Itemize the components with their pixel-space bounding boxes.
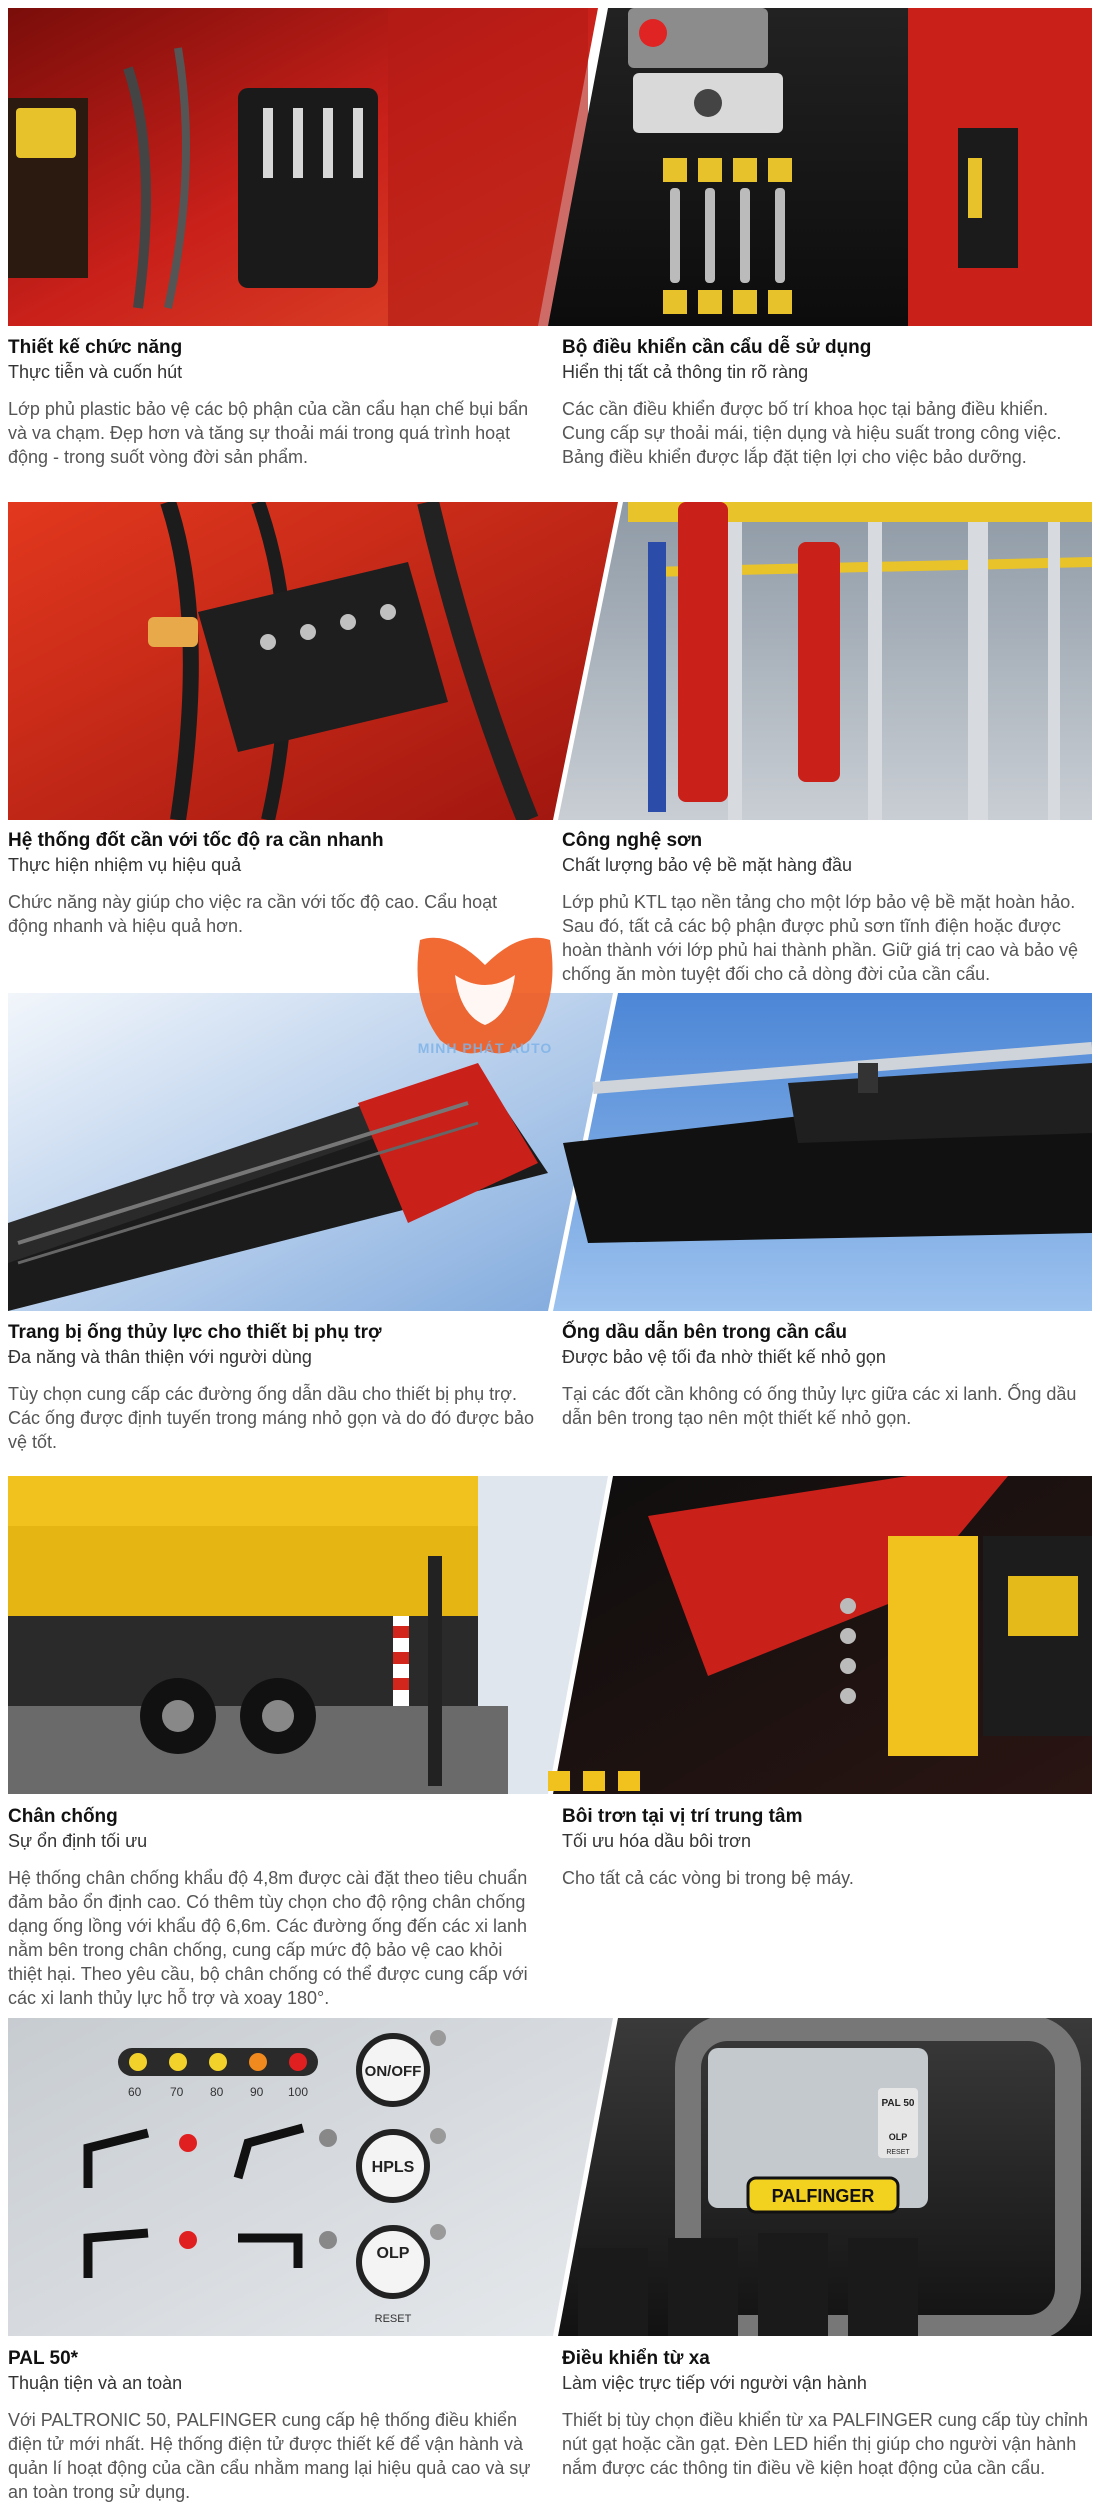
feature-images-4 [8,1476,1092,1794]
feature-title: Điều khiển từ xa [562,2348,710,2369]
feature-text-right-4 [562,1806,1092,1890]
feature-description: Với PALTRONIC 50, PALFINGER cung cấp hệ thống điều khiển điện tử mới nhất. Hệ thống điện tử được thiết kế để vận hành và quản lí hoạt động của cần cẩu nhằm mang lại hiệu quả cao và sự an toàn trong sử dụng. [8,2410,531,2502]
feature-title: Chân chống [8,1806,118,1827]
pal-scale-label: 70 [170,2085,184,2099]
feature-description: Thiết bị tùy chọn điều khiển từ xa PALFINGER cung cấp tùy chỉnh nút gạt hoặc cần gạt. Đèn LED hiển thị giúp cho người vận hành nắm được các thông tin điều về kiện hoạt động của cần cẩu. [562,2410,1088,2478]
pal-scale-label: 90 [250,2085,264,2099]
feature-title: Bôi trơn tại vị trí trung tâm [562,1806,803,1827]
feature-subtitle: Thực tiễn và cuốn hút [8,362,183,382]
pal50-and-remote-images [8,2018,1092,2336]
feature-text-right-5 [562,2348,1092,2480]
feature-text-right-1 [562,337,1092,469]
crane-control-images [8,8,1092,326]
feature-description: Tùy chọn cung cấp các đường ống dẫn dầu cho thiết bị phụ trợ. Các ống được định tuyến trong máng nhỏ gọn và do đó được bảo vệ tốt. [8,1384,535,1452]
remote-reset-label: RESET [886,2149,910,2156]
feature-description: Tại các đốt cần không có ống thủy lực giữa các xi lanh. Ống dầu dẫn bên trong tạo nên một thiết kế nhỏ gọn. [562,1384,1077,1428]
feature-images-1 [8,8,1092,326]
feature-text-left-1 [8,337,538,469]
feature-description: Hệ thống chân chống khẩu độ 4,8m được cài đặt theo tiêu chuẩn đảm bảo ổn định cao. Có thêm tùy chọn cho độ rộng chân chống dạng ống lồng với khẩu độ 6,6m. Các đường ống đến các xi lanh nằm bên trong chân chống, cung cấp mức độ bảo vệ cao khỏi thiệt hại. Theo yêu cầu, bộ chân chống có thể được cung cấp với các xi lanh thủy lực hỗ trợ và xoay 180°. [8,1868,528,2008]
pal-scale-label: 60 [128,2085,142,2099]
boom-and-paint-images [8,502,1092,820]
feature-text-left-4 [8,1806,538,2010]
truck-and-lubrication-images [8,1476,1092,1794]
feature-subtitle: Tối ưu hóa dầu bôi trơn [562,1831,751,1851]
pal-scale-label: 80 [210,2085,224,2099]
feature-description: Lớp phủ plastic bảo vệ các bộ phận của cần cẩu hạn chế bụi bẩn và va chạm. Đẹp hơn và tăng sự thoải mái trong quá trình hoạt động - trong suốt vòng đời sản phẩm. [8,399,529,467]
feature-title: Công nghệ sơn [562,830,703,851]
feature-subtitle: Đa năng và thân thiện với người dùng [8,1347,312,1367]
feature-text-right-3 [562,1322,1092,1430]
feature-images-2 [8,502,1092,820]
feature-title: Ống dầu dẫn bên trong cần cẩu [562,1322,848,1343]
feature-text-right-2 [562,830,1092,986]
feature-description: Lớp phủ KTL tạo nền tảng cho một lớp bảo vệ bề mặt hoàn hảo. Sau đó, tất cả các bộ phận được phủ sơn tĩnh điện hoặc được hoàn thành với lớp phủ hai thành phần. Giữ giá trị cao và bảo vệ chống ăn mòn tuyệt đối cho cả dòng đời của cần cẩu. [562,892,1078,984]
olp-button-label: OLP [376,2245,410,2262]
feature-subtitle: Thực hiện nhiệm vụ hiệu quả [8,855,242,875]
feature-title: Thiết kế chức năng [8,337,183,358]
reset-label: RESET [374,2313,412,2325]
feature-title: Trang bị ống thủy lực cho thiết bị phụ trợ [8,1322,382,1343]
feature-description: Cho tất cả các vòng bi trong bệ máy. [562,1868,854,1888]
palfinger-brand: PALFINGER [771,2186,875,2206]
feature-subtitle: Làm việc trực tiếp với người vận hành [562,2373,867,2393]
on-off-button-label: ON/OFF [364,2063,422,2080]
remote-pal-label: PAL 50 [881,2098,915,2109]
feature-description: Các cần điều khiển được bố trí khoa học tại bảng điều khiển. Cung cấp sự thoải mái, tiện dụng và hiệu suất trong công việc. Bảng điều khiển được lắp đặt tiện lợi cho việc bảo dưỡng. [562,399,1062,467]
pal-scale-label: 100 [288,2085,309,2099]
feature-subtitle: Thuận tiện và an toàn [8,2373,183,2393]
feature-subtitle: Chất lượng bảo vệ bề mặt hàng đầu [562,855,853,875]
feature-title: Hệ thống đốt cần với tốc độ ra cần nhanh [8,830,384,851]
feature-title: Bộ điều khiển cần cẩu dễ sử dụng [562,337,872,358]
feature-title: PAL 50* [8,2348,79,2369]
feature-text-left-3 [8,1322,538,1454]
feature-images-5 [8,2018,1092,2336]
feature-description: Chức năng này giúp cho việc ra cần với tốc độ cao. Cẩu hoạt động nhanh và hiệu quả hơn. [8,892,498,936]
feature-subtitle: Được bảo vệ tối đa nhờ thiết kế nhỏ gọn [562,1347,886,1367]
feature-subtitle: Hiển thị tất cả thông tin rõ ràng [562,362,809,382]
remote-olp-label: OLP [888,2132,908,2142]
hpls-button-label: HPLS [371,2159,415,2176]
feature-subtitle: Sự ổn định tối ưu [8,1831,148,1851]
feature-text-left-5 [8,2348,538,2504]
watermark-text: MINH PHÁT AUTO [417,1040,553,1056]
